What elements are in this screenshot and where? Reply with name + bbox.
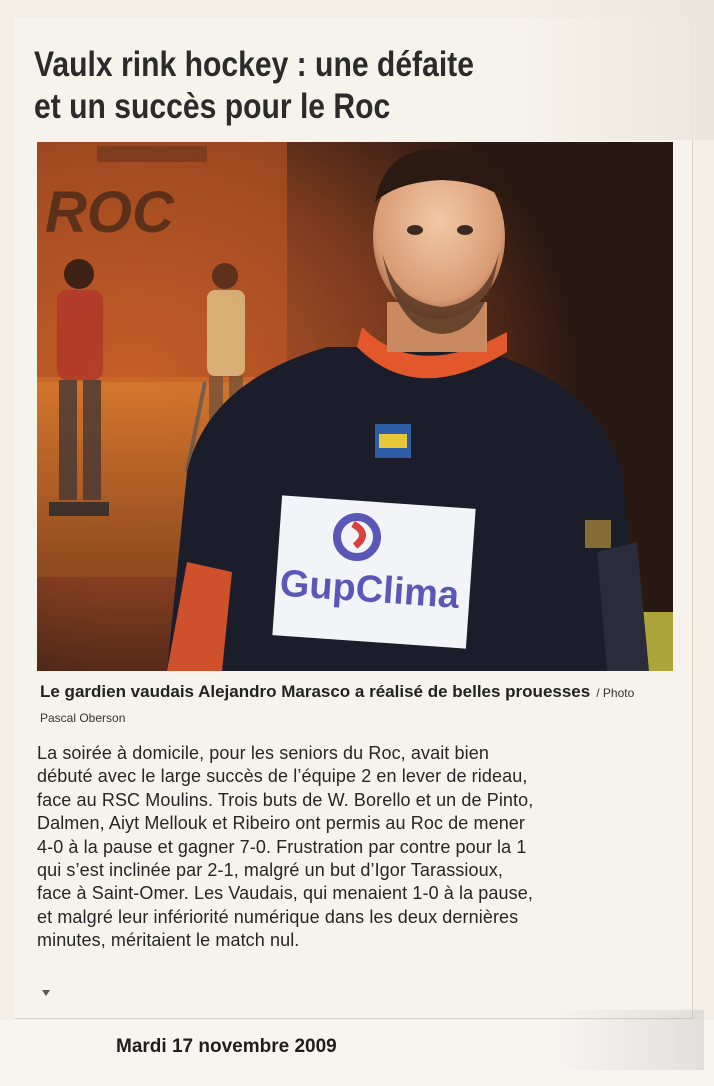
- body-line: qui s’est inclinée par 2-1, malgré un but d’Igor Tarassioux,: [37, 860, 503, 881]
- article-photo: [37, 142, 673, 671]
- body-line: Dalmen, Aiyt Mellouk et Ribeiro ont permis au Roc de mener: [37, 813, 526, 834]
- article-headline: Vaulx rink hockey : une défaite et un succès pour le Roc: [34, 45, 474, 126]
- photo-credit: / Photo Pascal Oberson: [40, 686, 635, 725]
- body-line: La soirée à domicile, pour les seniors du Roc, avait bien: [37, 743, 489, 763]
- caption-text: Le gardien vaudais Alejandro Marasco a réalisé de belles prouesses: [40, 682, 591, 701]
- column-end-marker: [42, 990, 50, 996]
- article-body: [37, 742, 677, 953]
- body-line: 4-0 à la pause et gagner 7-0. Frustration par contre pour la 1: [37, 836, 527, 857]
- photo-caption: [40, 680, 672, 730]
- publication-date: Mardi 17 novembre 2009: [116, 1036, 337, 1057]
- body-line: face à Saint-Omer. Les Vaudais, qui menaient 1-0 à la pause,: [37, 883, 533, 904]
- sponsor-logo-text: GupClima: [278, 562, 461, 617]
- banner-text: ROC: [45, 180, 174, 245]
- body-line: et malgré leur infériorité numérique dans les deux dernières: [37, 906, 519, 927]
- body-line: débuté avec le large succès de l’équipe 2 en lever de rideau,: [37, 766, 528, 787]
- body-line: minutes, méritaient le match nul.: [37, 930, 300, 951]
- body-line: face au RSC Moulins. Trois buts de W. Borello et un de Pinto,: [37, 789, 534, 810]
- paper-edge-shadow: [554, 1010, 704, 1070]
